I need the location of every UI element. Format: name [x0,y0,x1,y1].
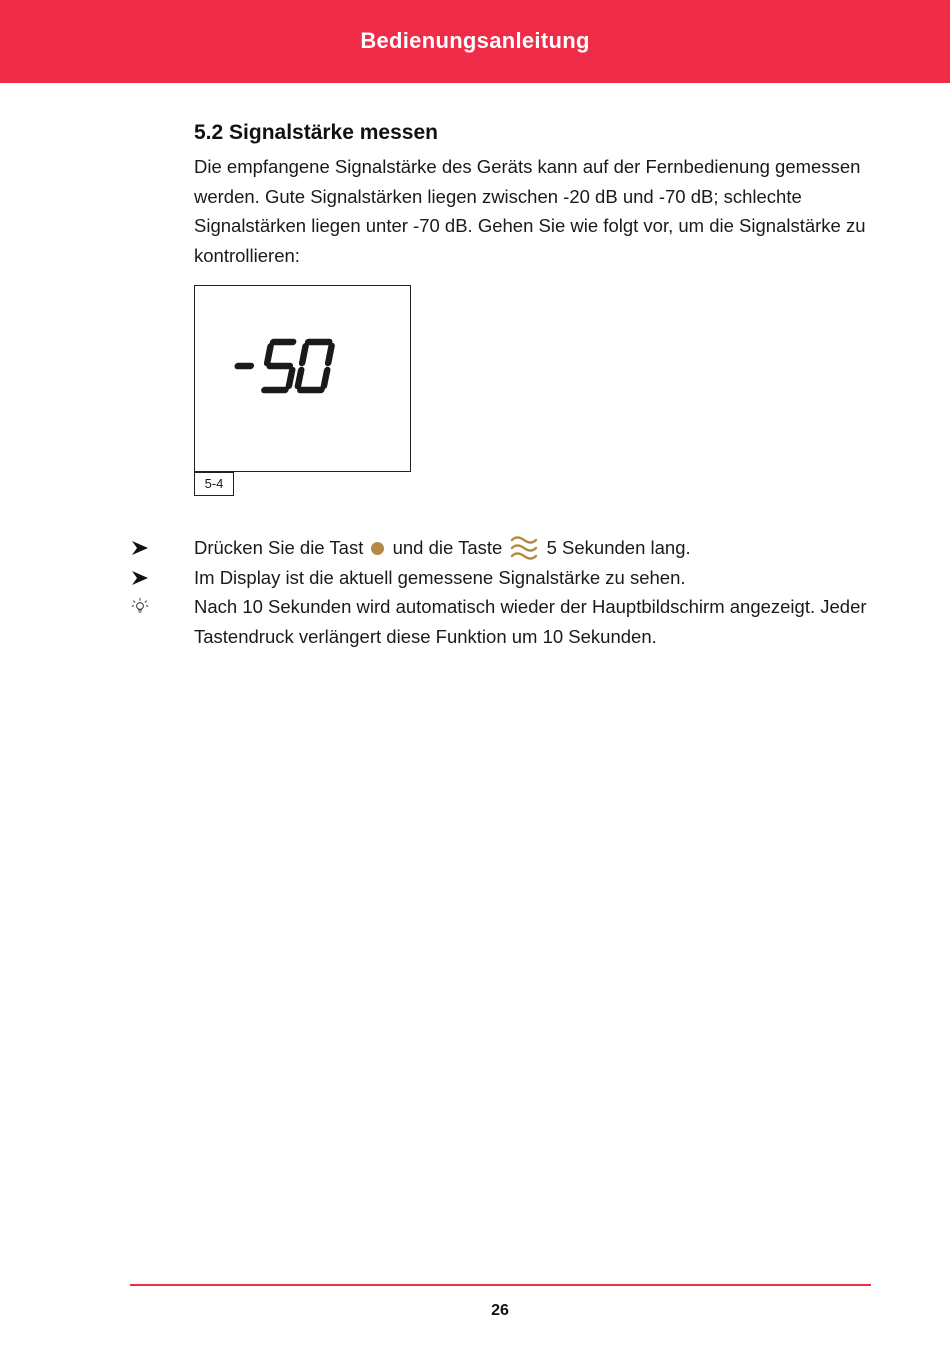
lcd-display-figure [194,285,411,472]
intro-paragraph: Die empfangene Signalstärke des Geräts kann auf der Fernbedienung gemessen werden. Gute Signalstärken liegen zwischen -20 dB und -70 dB; schlechte Signalstärken liegen unter -70 dB. Gehen Sie wie folgt vor, um die Signalstärke zu kontrollieren: [194,156,866,266]
step-text-end: 5 Sekunden lang. [546,537,691,558]
step-text: Nach 10 Sekunden wird automatisch wieder der Hauptbildschirm angezeigt. Jeder Tastendruck verlängert diese Funktion um 10 Sekunden. [194,596,867,647]
waves-button-icon [509,533,539,563]
lightbulb-tip-icon [130,597,150,617]
step-text: Im Display ist die aktuell gemessene Signalstärke zu sehen. [194,566,686,588]
step-text-middle: und die Taste [392,537,503,558]
list-item [0,563,950,593]
figure-label: 5-4 [194,472,234,496]
section-heading: 5.2 Signalstärke messen [194,121,438,144]
instruction-list [0,533,950,651]
footer-rule [130,1284,871,1286]
page-number: 26 [491,1302,509,1319]
lcd-display-value [195,286,410,471]
round-button-icon [371,542,384,555]
arrowhead-bullet-icon [130,568,150,588]
header-title: Bedienungsanleitung [360,28,590,53]
arrowhead-bullet-icon [130,538,150,558]
list-item [0,592,950,651]
step-text-start: Drücken Sie die Tast [194,537,364,558]
list-item [0,533,950,563]
